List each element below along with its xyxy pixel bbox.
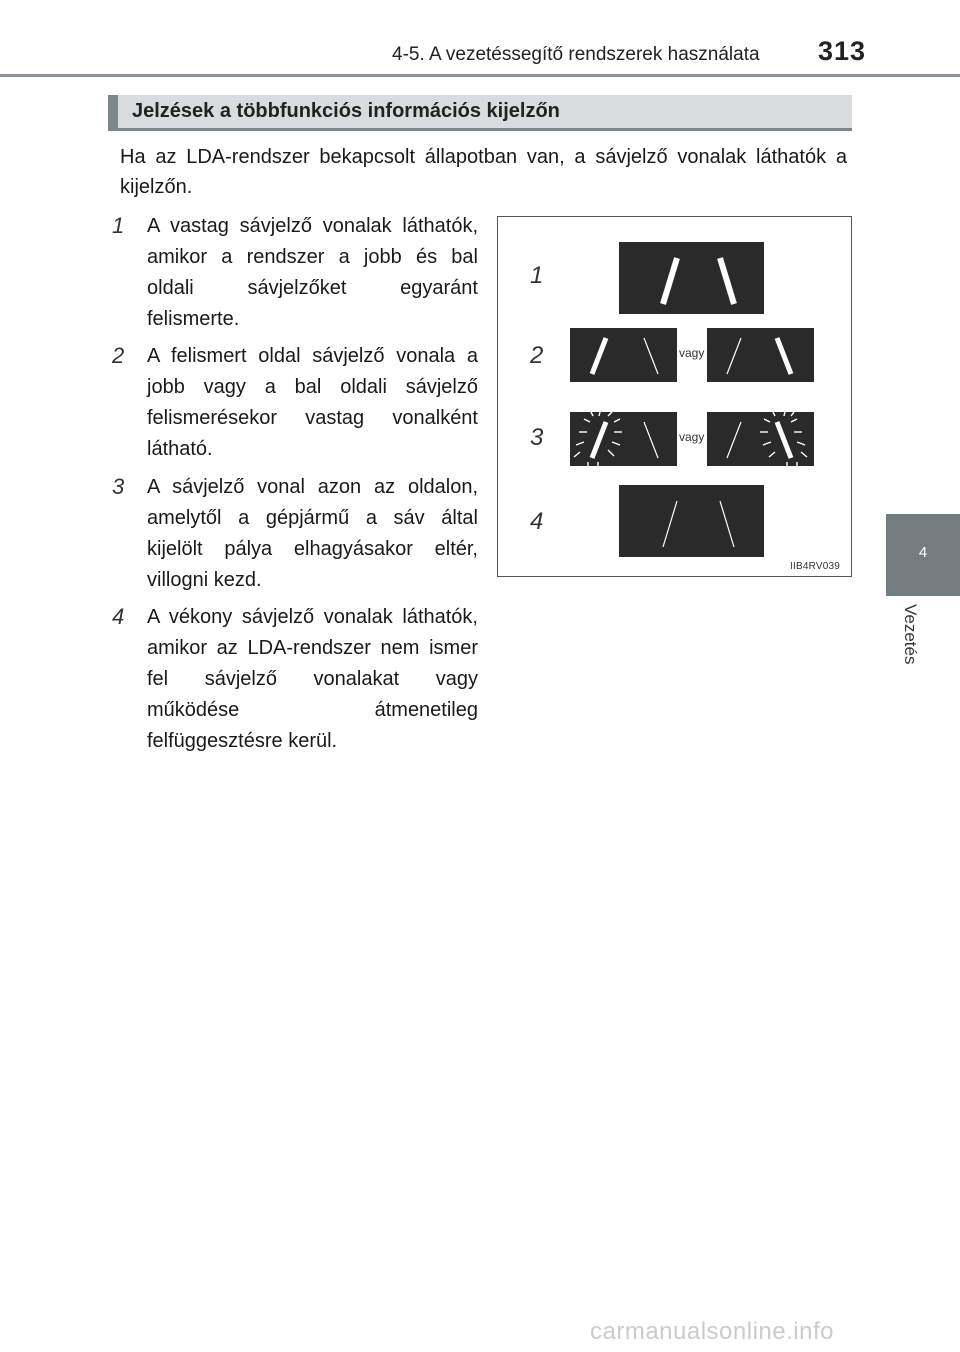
item-number: 2	[112, 343, 125, 368]
or-label: vagy	[679, 346, 705, 360]
chapter-tab-number: 4	[918, 544, 928, 561]
display-panel-both-thin	[619, 485, 764, 557]
display-panel-left-thick	[570, 328, 677, 382]
chapter-tab	[886, 514, 960, 596]
item-text: A vékony sávjelző vonalak láthatók, amikor az LDA-rendszer nem ismer fel sávjelző vonalakat vagy működése átmenetileg felfüggesztésre kerül.	[147, 606, 478, 752]
item-number: 4	[112, 604, 125, 629]
section-header	[108, 95, 852, 131]
right-flashing-lane-icon	[707, 412, 814, 466]
thick-lane-lines-icon	[619, 242, 764, 314]
item-number: 1	[112, 213, 125, 238]
item-text: A sávjelző vonal azon az oldalon, amelytől a gépjármű a sáv által kijelölt pálya elhagyásakor eltér, villogni kezd.	[147, 476, 478, 591]
item-number: 3	[112, 474, 125, 499]
list-item	[112, 472, 478, 596]
chapter-tab-label	[892, 604, 932, 694]
figure-label: 1	[530, 262, 544, 289]
display-panel-right-thick	[707, 328, 814, 382]
page-number: 313	[818, 36, 867, 66]
figure-label: 3	[530, 424, 544, 451]
section-title: Jelzések a többfunkciós információs kijelzőn	[132, 100, 560, 122]
chapter-tab-label-text: Vezetés	[901, 604, 920, 665]
figure-code: IIB4RV039	[790, 561, 840, 572]
chapter-title: 4-5. A vezetéssegítő rendszerek használata	[392, 44, 760, 65]
figure-label: 4	[530, 508, 544, 535]
display-panel-both-thick	[619, 242, 764, 314]
header-divider	[0, 74, 960, 77]
list-item	[112, 602, 478, 757]
thin-lane-lines-icon	[619, 485, 764, 557]
item-text: A vastag sávjelző vonalak láthatók, amikor a rendszer a jobb és bal oldali sávjelzőket egyaránt felismerte.	[147, 215, 478, 330]
figure-label: 2	[530, 342, 544, 369]
or-label: vagy	[679, 430, 705, 444]
right-thick-lane-icon	[707, 328, 814, 382]
left-flashing-lane-icon	[570, 412, 677, 466]
display-panel-left-flashing	[570, 412, 677, 466]
item-text: A felismert oldal sávjelző vonala a jobb vagy a bal oldali sávjelző felismerésekor vastag vonalként látható.	[147, 345, 478, 460]
list-item	[112, 341, 478, 465]
intro-paragraph: Ha az LDA-rendszer bekapcsolt állapotban van, a sávjelző vonalak láthatók a kijelzőn.	[120, 146, 847, 198]
left-thick-lane-icon	[570, 328, 677, 382]
watermark: carmanualsonline.info	[590, 1318, 834, 1345]
list-item	[112, 211, 478, 335]
lane-display-figure	[497, 216, 852, 577]
display-panel-right-flashing	[707, 412, 814, 466]
